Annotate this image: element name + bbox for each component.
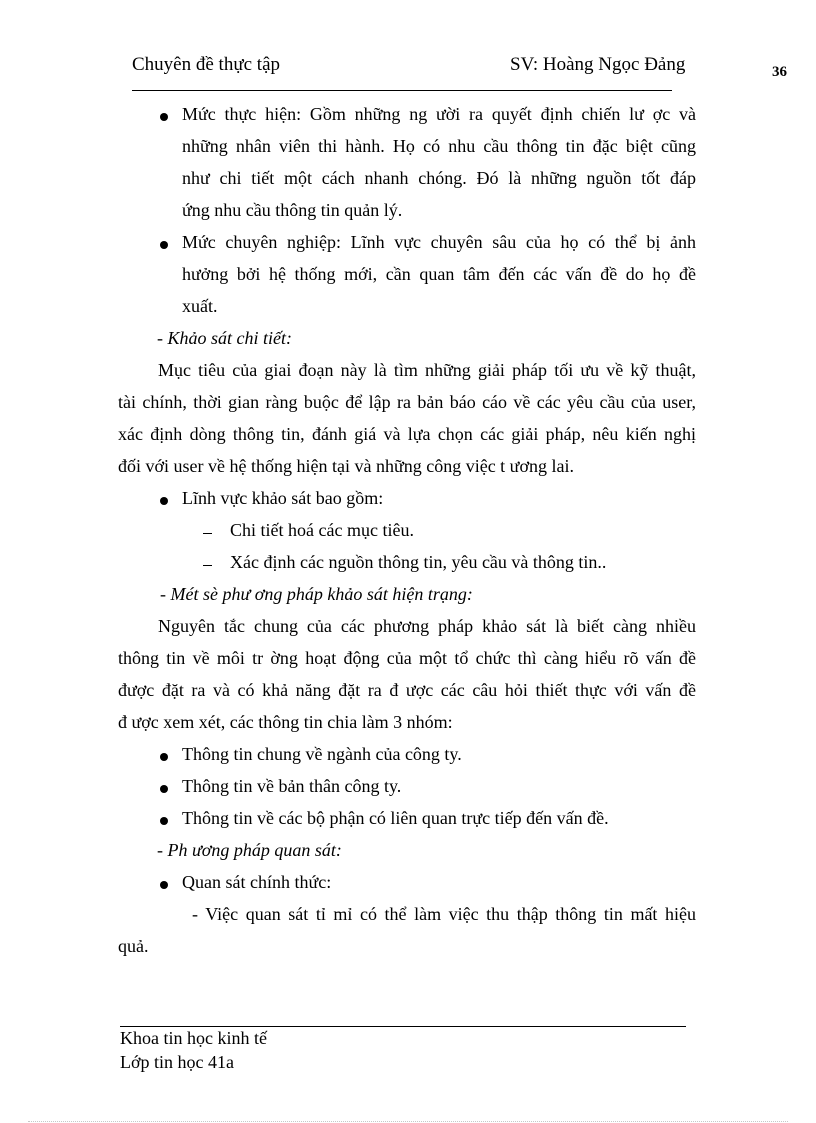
bullet-text-line: hưởng bởi hệ thống mới, cần quan tâm đến các vấn đề do họ đề: [182, 264, 696, 284]
footer-divider: [120, 1026, 686, 1027]
footer-class: Lớp tin học 41a: [120, 1052, 234, 1072]
bullet-text-line: xuất.: [182, 296, 218, 316]
dash-icon: [203, 565, 212, 566]
bullet-text-line: những nhân viên thi hành. Họ có nhu cầu thông tin đặc biệt cũng: [182, 136, 696, 156]
bullet-text-line: Quan sát chính thức:: [182, 872, 332, 892]
bullet-text-line: Mức chuyên nghiệp: Lĩnh vực chuyên sâu của họ có thể bị ảnh: [182, 232, 696, 252]
header-student-name: SV: Hoàng Ngọc Đảng: [510, 54, 686, 75]
paragraph-line: xác định dòng thông tin, đánh giá và lựa chọn các giải pháp, nêu kiến nghị: [118, 424, 696, 444]
paragraph-line: đối với user về hệ thống hiện tại và những công việc t ương lai.: [118, 456, 574, 476]
bullet-text-line: Thông tin về các bộ phận có liên quan trực tiếp đến vấn đề.: [182, 808, 609, 828]
section-heading: - Mét sè phư ơng pháp khảo sát hiện trạng:: [160, 584, 473, 604]
paragraph-line: Mục tiêu của giai đoạn này là tìm những giải pháp tối ưu về kỹ thuật,: [158, 360, 696, 380]
header-course-title: Chuyên đề thực tập: [132, 54, 281, 75]
bullet-text-line: Mức thực hiện: Gồm những ng ười ra quyết định chiến lư ợc và: [182, 104, 696, 124]
paragraph-line: quả.: [118, 936, 149, 956]
page-number: 36: [772, 64, 787, 80]
bullet-text-line: Thông tin về bản thân công ty.: [182, 776, 402, 796]
bullet-icon: [160, 817, 168, 825]
bullet-icon: [160, 497, 168, 505]
bullet-text-line: ứng nhu cầu thông tin quản lý.: [182, 200, 403, 220]
paragraph-line: - Việc quan sát tỉ mỉ có thể làm việc thu thập thông tin mất hiệu: [192, 904, 696, 924]
bullet-icon: [160, 785, 168, 793]
paragraph-line: Nguyên tắc chung của các phương pháp khảo sát là biết càng nhiều: [158, 616, 696, 636]
page-bottom-border: [28, 1121, 788, 1122]
paragraph-line: tài chính, thời gian ràng buộc để lập ra bản báo cáo về các yêu cầu của user,: [118, 392, 696, 412]
header-divider: [132, 90, 672, 91]
dash-item: Chi tiết hoá các mục tiêu.: [230, 520, 414, 540]
dash-item: Xác định các nguồn thông tin, yêu cầu và thông tin..: [230, 552, 607, 572]
section-heading: - Khảo sát chi tiết:: [157, 328, 292, 348]
bullet-icon: [160, 881, 168, 889]
bullet-text-line: như chi tiết một cách nhanh chóng. Đó là những nguồn tốt đáp: [182, 168, 696, 188]
section-heading: - Ph ương pháp quan sát:: [157, 840, 342, 860]
bullet-text-line: Thông tin chung về ngành của công ty.: [182, 744, 462, 764]
paragraph-line: đ ược xem xét, các thông tin chia làm 3 nhóm:: [118, 712, 453, 732]
bullet-icon: [160, 241, 168, 249]
bullet-icon: [160, 113, 168, 121]
dash-icon: [203, 533, 212, 534]
bullet-icon: [160, 753, 168, 761]
paragraph-line: được đặt ra và có khả năng đặt ra đ ược các câu hỏi thiết thực với vấn đề: [118, 680, 696, 700]
paragraph-line: thông tin về môi tr ờng hoạt động của một tổ chức thì càng hiểu rõ vấn đề: [118, 648, 696, 668]
bullet-text-line: Lĩnh vực khảo sát bao gồm:: [182, 488, 384, 508]
footer-faculty: Khoa tin học kinh tế: [120, 1028, 267, 1048]
